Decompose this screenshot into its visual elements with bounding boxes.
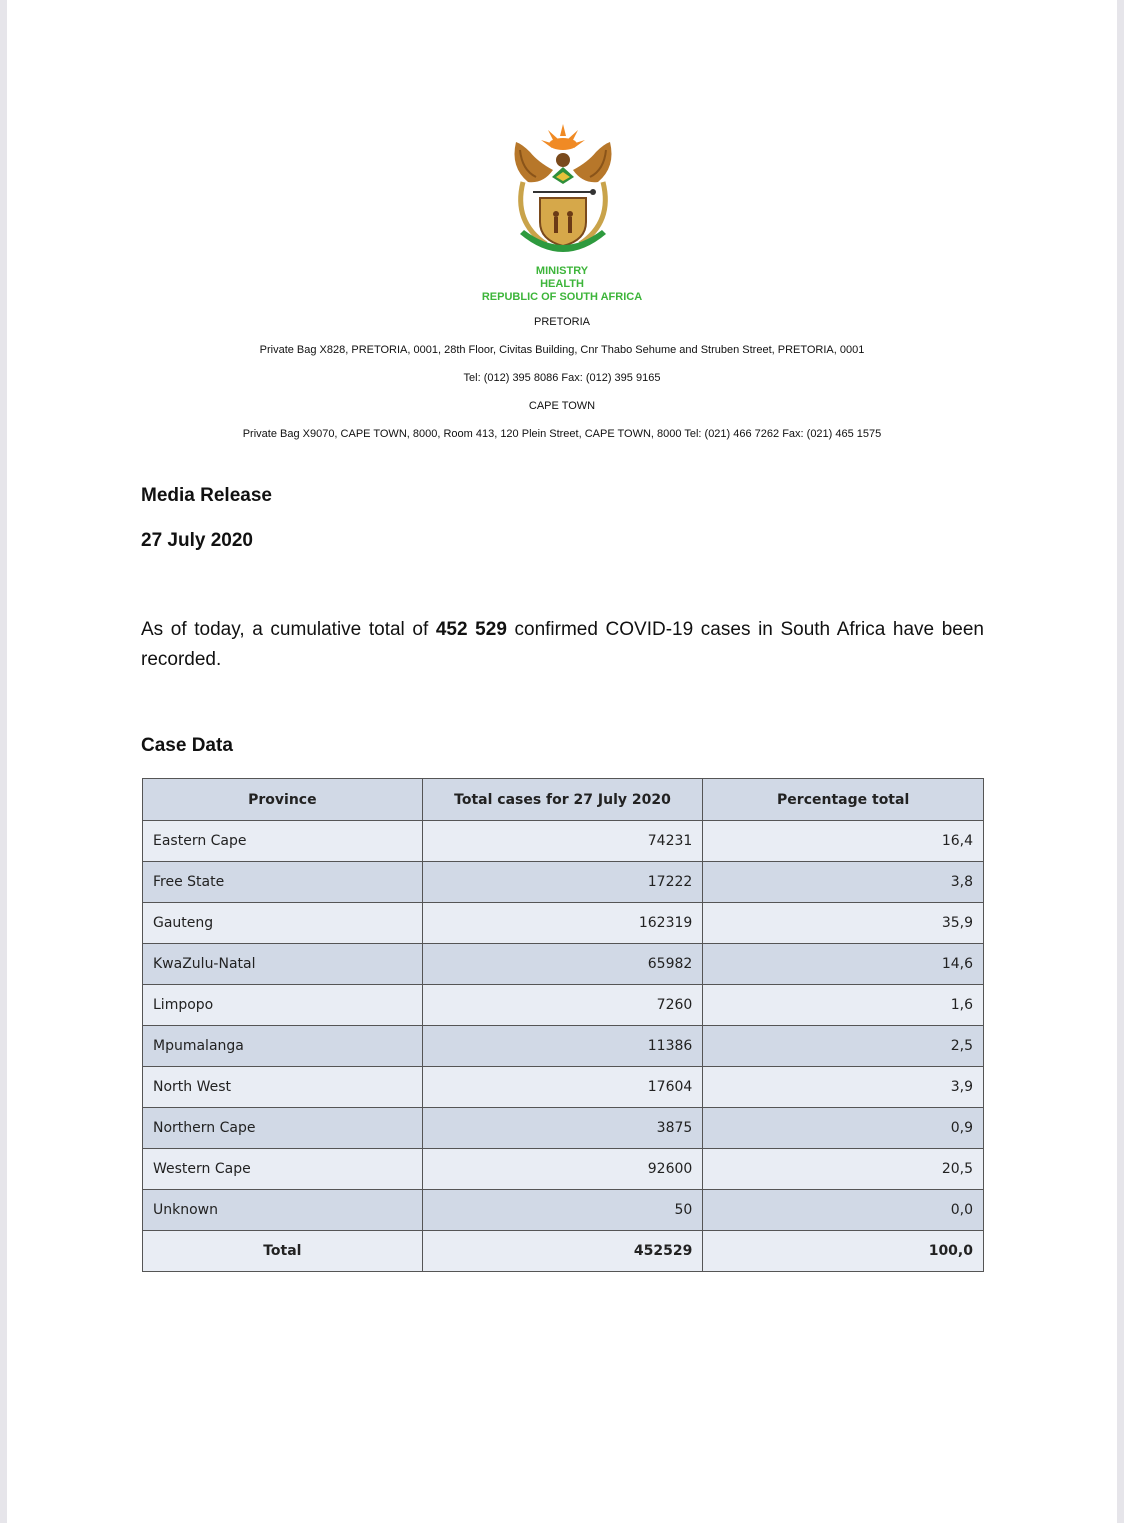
cases-cell: 3875 xyxy=(422,1108,703,1149)
table-row xyxy=(143,1149,984,1190)
pretoria-address: Private Bag X828, PRETORIA, 0001, 28th Floor, Civitas Building, Cnr Thabo Sehume and Struben Street, PRETORIA, 0001 xyxy=(259,344,865,356)
table-total-row xyxy=(143,1231,984,1272)
capetown-label: CAPE TOWN xyxy=(528,400,596,412)
table-row xyxy=(143,944,984,985)
province-cell: Unknown xyxy=(143,1190,423,1231)
release-date: 27 July 2020 xyxy=(141,530,253,551)
intro-paragraph xyxy=(141,615,984,675)
table-row xyxy=(143,862,984,903)
percentage-cell: 0,9 xyxy=(703,1108,984,1149)
province-cell: Free State xyxy=(143,862,423,903)
case-data-table xyxy=(142,778,984,1272)
intro-total-cases: 452 529 xyxy=(435,619,507,640)
table-row xyxy=(143,985,984,1026)
pretoria-contact: Tel: (012) 395 8086 Fax: (012) 395 9165 xyxy=(463,372,661,384)
cases-cell: 162319 xyxy=(422,903,703,944)
percentage-cell: 35,9 xyxy=(703,903,984,944)
table-row xyxy=(143,1067,984,1108)
table-header-row xyxy=(143,779,984,821)
cases-cell: 65982 xyxy=(422,944,703,985)
ministry-line-2: HEALTH xyxy=(540,278,584,290)
total-label-cell: Total xyxy=(143,1231,423,1272)
pretoria-label: PRETORIA xyxy=(533,316,591,328)
percentage-cell: 0,0 xyxy=(703,1190,984,1231)
release-title: Media Release xyxy=(141,485,272,506)
cases-cell: 74231 xyxy=(422,821,703,862)
province-cell: KwaZulu-Natal xyxy=(143,944,423,985)
percentage-cell: 3,8 xyxy=(703,862,984,903)
percentage-cell: 1,6 xyxy=(703,985,984,1026)
table-row xyxy=(143,1026,984,1067)
ministry-line-1: MINISTRY xyxy=(535,265,589,277)
table-row xyxy=(143,1190,984,1231)
column-header-province: Province xyxy=(143,779,423,821)
total-cases-cell: 452529 xyxy=(422,1231,703,1272)
cases-cell: 17604 xyxy=(422,1067,703,1108)
province-cell: Mpumalanga xyxy=(143,1026,423,1067)
province-cell: Gauteng xyxy=(143,903,423,944)
intro-text-after: confirmed COVID-19 cases in South Africa have been recorded. xyxy=(141,619,984,670)
province-cell: Western Cape xyxy=(143,1149,423,1190)
intro-text-before: As of today, a cumulative total of xyxy=(141,619,436,640)
case-data-heading: Case Data xyxy=(141,735,233,756)
province-cell: Northern Cape xyxy=(143,1108,423,1149)
capetown-address: Private Bag X9070, CAPE TOWN, 8000, Room 413, 120 Plein Street, CAPE TOWN, 8000 Tel: (021) 466 7262 Fax: (021) 465 1575 xyxy=(242,428,882,440)
ministry-line-3: REPUBLIC OF SOUTH AFRICA xyxy=(481,291,643,303)
cases-cell: 50 xyxy=(422,1190,703,1231)
province-cell: Eastern Cape xyxy=(143,821,423,862)
cases-cell: 7260 xyxy=(422,985,703,1026)
percentage-cell: 3,9 xyxy=(703,1067,984,1108)
table-row xyxy=(143,821,984,862)
percentage-cell: 16,4 xyxy=(703,821,984,862)
coat-of-arms-icon xyxy=(508,122,618,262)
province-cell: North West xyxy=(143,1067,423,1108)
cases-cell: 92600 xyxy=(422,1149,703,1190)
percentage-cell: 14,6 xyxy=(703,944,984,985)
province-cell: Limpopo xyxy=(143,985,423,1026)
column-header-total-cases: Total cases for 27 July 2020 xyxy=(422,779,703,821)
table-row xyxy=(143,903,984,944)
cases-cell: 17222 xyxy=(422,862,703,903)
total-percentage-cell: 100,0 xyxy=(703,1231,984,1272)
cases-cell: 11386 xyxy=(422,1026,703,1067)
percentage-cell: 20,5 xyxy=(703,1149,984,1190)
table-row xyxy=(143,1108,984,1149)
column-header-percentage: Percentage total xyxy=(703,779,984,821)
percentage-cell: 2,5 xyxy=(703,1026,984,1067)
